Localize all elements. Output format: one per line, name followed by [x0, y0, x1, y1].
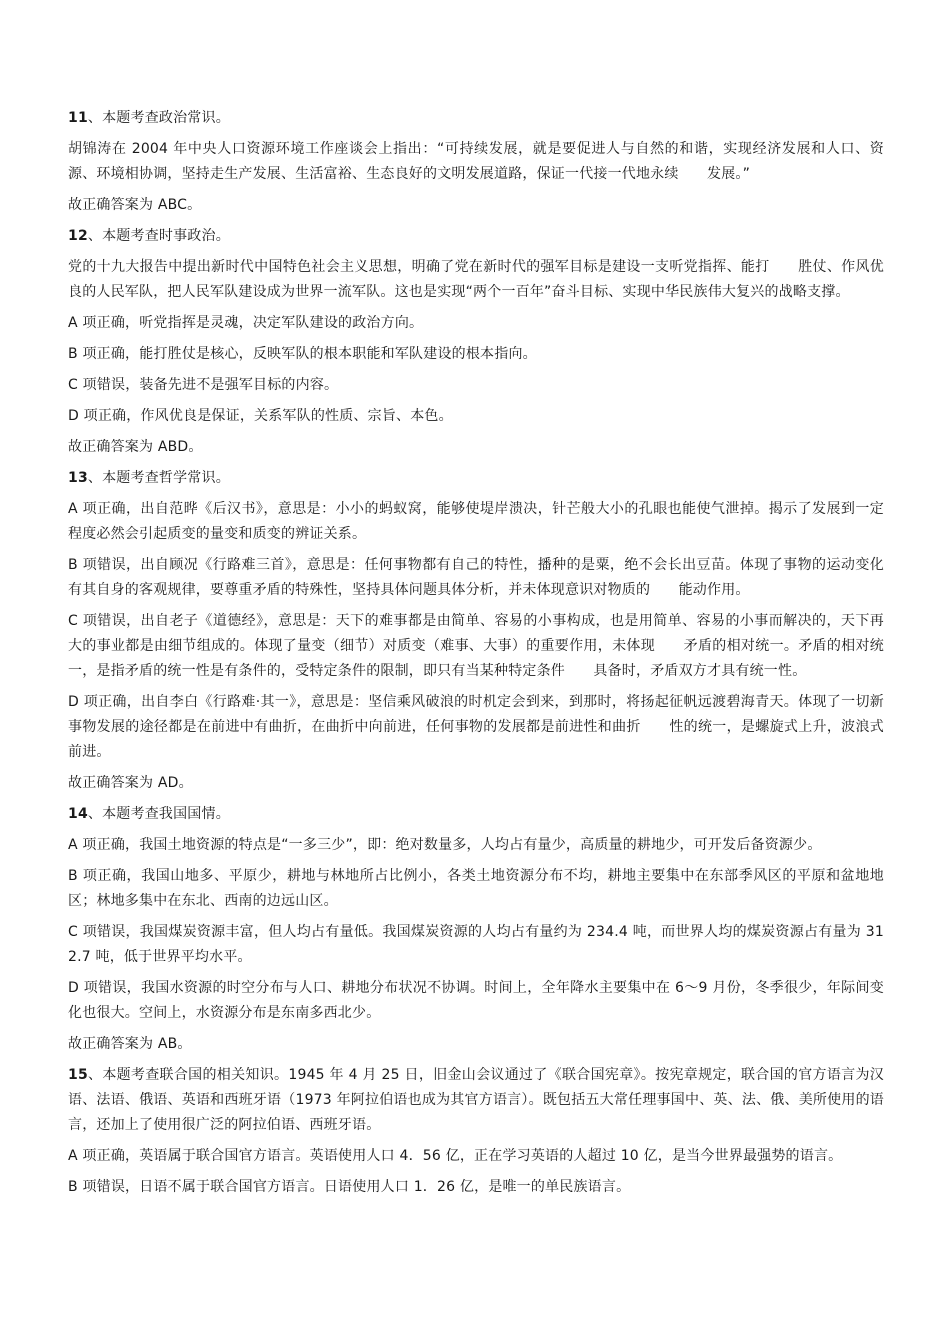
question-heading-text: 、本题考查时事政治。 [87, 228, 230, 244]
question-heading-text: 、本题考查政治常识。 [87, 110, 230, 126]
option-b: B 项正确，能打胜仗是核心，反映军队的根本职能和军队建设的根本指向。 [68, 346, 537, 362]
question-heading [68, 106, 884, 131]
question-number: 14 [68, 806, 88, 822]
option-d: D 项正确，出自李白《行路难·其一》，意思是：坚信乘风破浪的时机定会到来，到那时，将扬起征帆远渡碧海青天。体现了一切新事物发展的途径都是在前进中有曲折，在曲折中向前进，任何事物的发展都是前进性和曲折 性的统一，是螺旋式上升，波浪式前进。 [68, 694, 884, 760]
option-b: B 项错误，出自顾况《行路难三首》，意思是：任何事物都有自己的特性，播种的是粟，绝不会长出豆苗。体现了事物的运动变化有其自身的客观规律，要尊重矛盾的特殊性，坚持具体问题具体分析，并未体现意识对物质的 能动作用。 [68, 557, 884, 598]
document-page [68, 106, 884, 1206]
answer-conclusion: 故正确答案为 ABD。 [68, 439, 203, 455]
option-d: D 项正确，作风优良是保证，关系军队的性质、宗旨、本色。 [68, 408, 453, 424]
question-14 [68, 802, 884, 1057]
question-15 [68, 1063, 884, 1200]
question-heading [68, 224, 884, 249]
question-heading [68, 802, 884, 827]
question-number: 15 [68, 1067, 88, 1083]
option-c: C 项错误，出自老子《道德经》，意思是：天下的难事都是由简单、容易的小事构成，也是用简单、容易的小事而解决的，天下再大的事业都是由细节组成的。体现了量变（细节）对质变（难事、大事）的重要作用，未体现 矛盾的相对统一。矛盾的相对统一，是指矛盾的统一性是有条件的，受特定条件的限制，即只有当某种特定条件 具备时，矛盾双方才具有统一性。 [68, 613, 884, 679]
answer-conclusion: 故正确答案为 AB。 [68, 1036, 192, 1052]
question-heading-text: 、本题考查联合国的相关知识。1945 年 4 月 25 日，旧金山会议通过了《联合国宪章》。按宪章规定，联合国的官方语言为汉语、法语、俄语、英语和西班牙语（1973 年阿拉伯语也成为其官方语言）。既包括五大常任理事国中、英、法、俄、美所使用的语言，还加上了使用很广泛的阿拉伯语、西班牙语。 [68, 1067, 884, 1133]
option-d: D 项错误，我国水资源的时空分布与人口、耕地分布状况不协调。时间上，全年降水主要集中在 6～9 月份，冬季很少，年际间变化也很大。空间上，水资源分布是东南多西北少。 [68, 980, 884, 1021]
option-a: A 项正确，出自范晔《后汉书》，意思是：小小的蚂蚁窝，能够使堤岸溃决，针芒般大小的孔眼也能使气泄掉。揭示了发展到一定程度必然会引起质变的量变和质变的辨证关系。 [68, 501, 884, 542]
option-b: B 项错误，日语不属于联合国官方语言。日语使用人口 1．26 亿，是唯一的单民族语言。 [68, 1179, 631, 1195]
question-heading-text: 、本题考查哲学常识。 [87, 470, 230, 486]
answer-conclusion: 故正确答案为 AD。 [68, 775, 193, 791]
answer-conclusion: 故正确答案为 ABC。 [68, 197, 202, 213]
option-c: C 项错误，我国煤炭资源丰富，但人均占有量低。我国煤炭资源的人均占有量约为 234.4 吨，而世界人均的煤炭资源占有量为 312.7 吨，低于世界平均水平。 [68, 924, 884, 965]
question-number: 13 [68, 470, 88, 486]
question-13 [68, 466, 884, 796]
question-heading [68, 1063, 884, 1138]
question-12 [68, 224, 884, 460]
option-b: B 项正确，我国山地多、平原少，耕地与林地所占比例小，各类土地资源分布不均，耕地主要集中在东部季风区的平原和盆地地区；林地多集中在东北、西南的边远山区。 [68, 868, 884, 909]
option-a: A 项正确，英语属于联合国官方语言。英语使用人口 4．56 亿，正在学习英语的人超过 10 亿，是当今世界最强势的语言。 [68, 1148, 843, 1164]
option-a: A 项正确，听党指挥是灵魂，决定军队建设的政治方向。 [68, 315, 424, 331]
question-number: 12 [68, 228, 88, 244]
question-heading-text: 、本题考查我国国情。 [87, 806, 230, 822]
question-number: 11 [68, 110, 88, 126]
option-a: A 项正确，我国土地资源的特点是“一多三少”，即：绝对数量多，人均占有量少，高质量的耕地少，可开发后备资源少。 [68, 837, 822, 853]
answer-paragraph: 胡锦涛在 2004 年中央人口资源环境工作座谈会上指出：“可持续发展，就是要促进人与自然的和谐，实现经济发展和人口、资源、环境相协调，坚持走生产发展、生活富裕、生态良好的文明发展道路，保证一代接一代地永续 发展。” [68, 141, 884, 182]
question-heading [68, 466, 884, 491]
question-11 [68, 106, 884, 218]
answer-paragraph: 党的十九大报告中提出新时代中国特色社会主义思想，明确了党在新时代的强军目标是建设一支听党指挥、能打 胜仗、作风优良的人民军队，把人民军队建设成为世界一流军队。这也是实现“两个一百年”奋斗目标、实现中华民族伟大复兴的战略支撑。 [68, 259, 884, 300]
option-c: C 项错误，装备先进不是强军目标的内容。 [68, 377, 339, 393]
